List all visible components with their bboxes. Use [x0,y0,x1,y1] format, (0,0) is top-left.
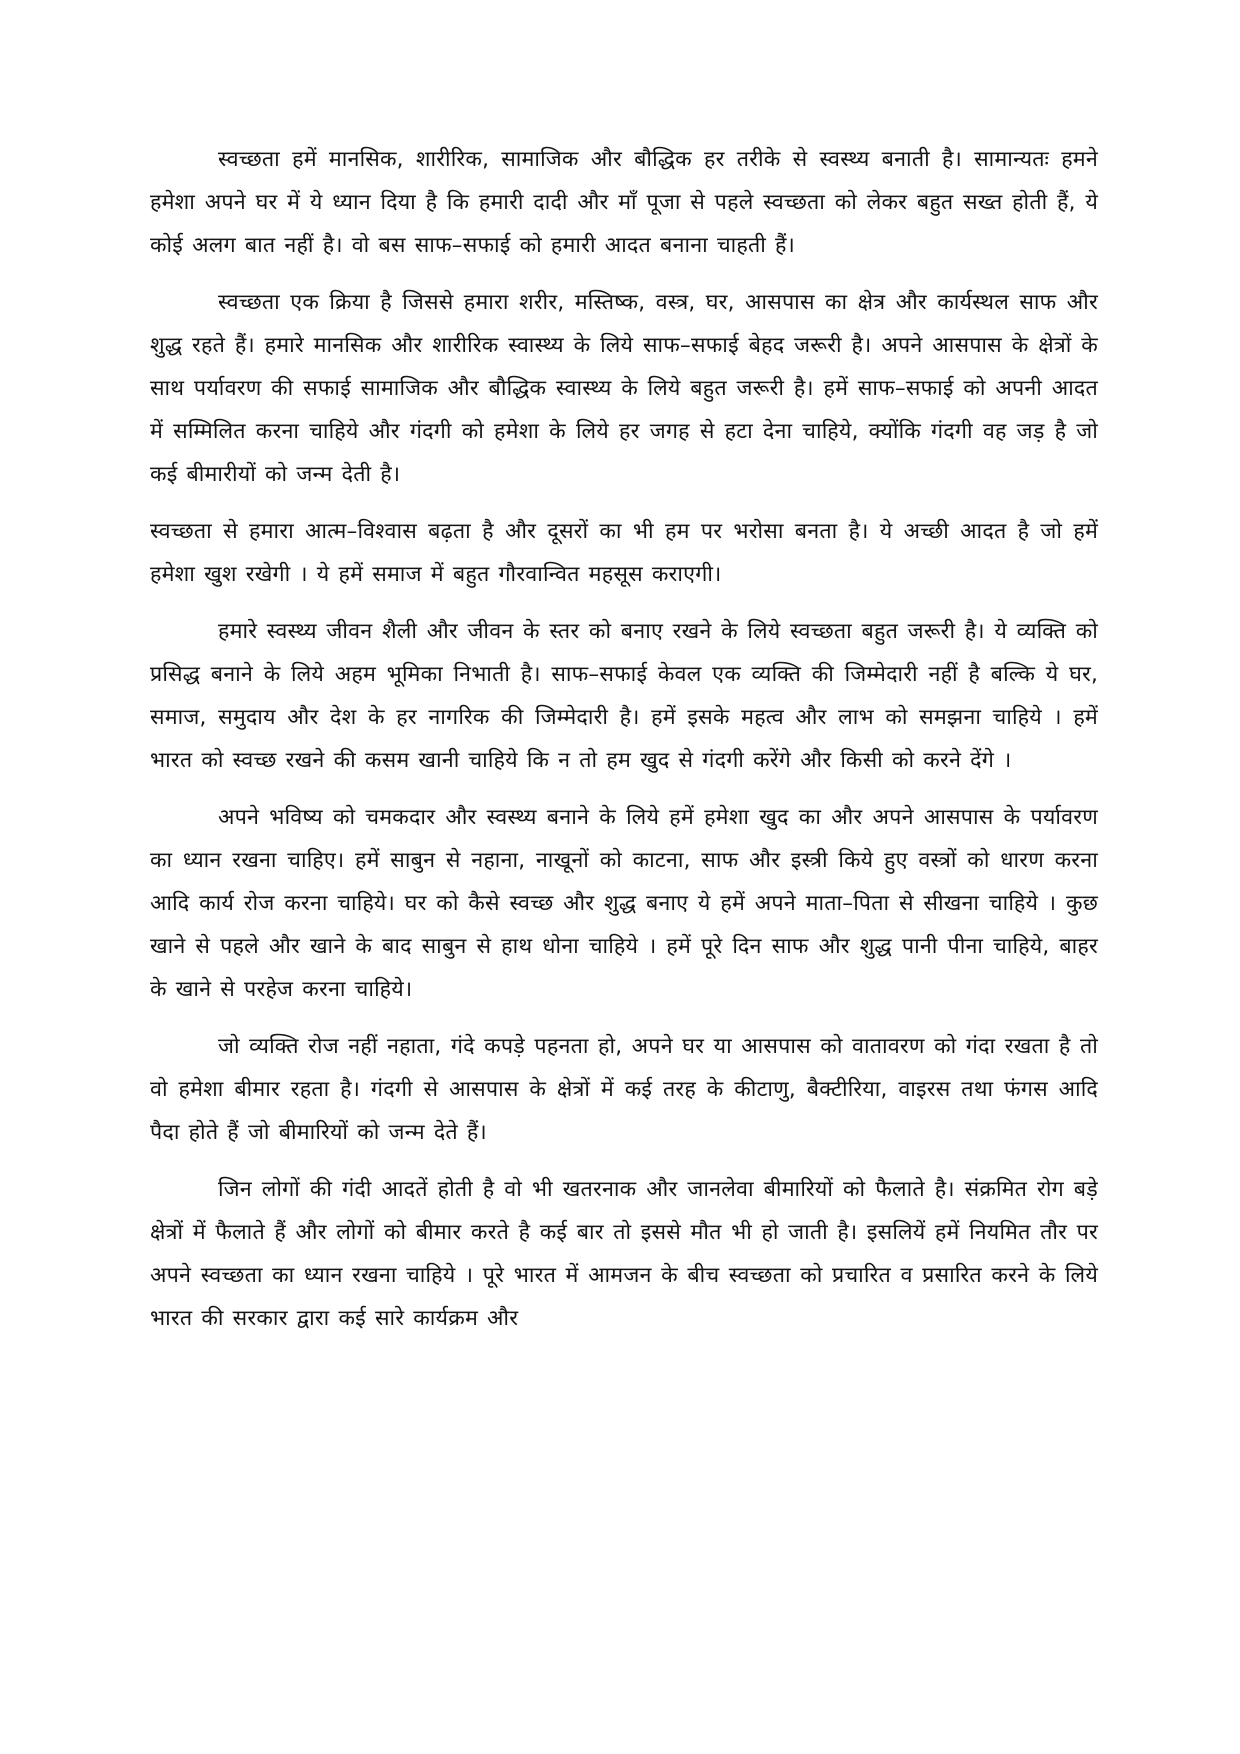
paragraph-3: स्वच्छता से हमारा आत्म–विश्वास बढ़ता है और दूसरों का भी हम पर भरोसा बनता है। ये अच्छी आदत है जो हमें हमेशा खुश रखेगी । ये हमें समाज में बहुत गौरवान्वित महसूस कराएगी। [150,519,1098,587]
paragraph-1: स्वच्छता हमें मानसिक, शारीरिक, सामाजिक और बौद्धिक हर तरीके से स्वस्थ्य बनाती है। सामान्यतः हमने हमेशा अपने घर में ये ध्यान दिया है कि हमारी दादी और माँ पूजा से पहले स्वच्छता को लेकर बहुत सख्त होती हैं, ये कोई अलग बात नहीं है। वो बस साफ–सफाई को हमारी आदत बनाना चाहती हैं। [150,147,1098,258]
paragraph-2: स्वच्छता एक क्रिया है जिससे हमारा शरीर, मस्तिष्क, वस्त्र, घर, आसपास का क्षेत्र और कार्यस्थल साफ और शुद्ध रहते हैं। हमारे मानसिक और शारीरिक स्वास्थ्य के लिये साफ–सफाई बेहद जरूरी है। अपने आसपास के क्षेत्रों के साथ पर्यावरण की सफाई सामाजिक और बौद्धिक स्वास्थ्य के लिये बहुत जरूरी है। हमें साफ–सफाई को अपनी आदत में सम्मिलित करना चाहिये और गंदगी को हमेशा के लिये हर जगह से हटा देना चाहिये, क्योंकि गंदगी वह जड़ है जो कई बीमारीयों को जन्म देती है। [150,290,1098,487]
paragraph-7: जिन लोगों की गंदी आदतें होती है वो भी खतरनाक और जानलेवा बीमारियों को फैलाते है। संक्रमित रोग बड़े क्षेत्रों में फैलाते हैं और लोगों को बीमार करते है कई बार तो इससे मौत भी हो जाती है। इसलियें हमें नियमित तौर पर अपने स्वच्छता का ध्यान रखना चाहिये । पूरे भारत में आमजन के बीच स्वच्छता को प्रचारित व प्रसारित करने के लिये भारत की सरकार द्वारा कई सारे कार्यक्रम और [150,1177,1098,1331]
paragraph-4: हमारे स्वस्थ्य जीवन शैली और जीवन के स्तर को बनाए रखने के लिये स्वच्छता बहुत जरूरी है। ये व्यक्ति को प्रसिद्ध बनाने के लिये अहम भूमिका निभाती है। साफ–सफाई केवल एक व्यक्ति की जिम्मेदारी नहीं है बल्कि ये घर, समाज, समुदाय और देश के हर नागरिक की जिम्मेदारी है। हमें इसके महत्व और लाभ को समझना चाहिये । हमें भारत को स्वच्छ रखने की कसम खानी चाहिये कि न तो हम खुद से गंदगी करेंगे और किसी को करने देंगे । [150,619,1098,773]
paragraph-6: जो व्यक्ति रोज नहीं नहाता, गंदे कपड़े पहनता हो, अपने घर या आसपास को वातावरण को गंदा रखता है तो वो हमेशा बीमार रहता है। गंदगी से आसपास के क्षेत्रों में कई तरह के कीटाणु, बैक्टीरिया, वाइरस तथा फंगस आदि पैदा होते हैं जो बीमारियों को जन्म देते हैं। [150,1034,1098,1145]
paragraph-5: अपने भविष्य को चमकदार और स्वस्थ्य बनाने के लिये हमें हमेशा खुद का और अपने आसपास के पर्यावरण का ध्यान रखना चाहिए। हमें साबुन से नहाना, नाखूनों को काटना, साफ और इस्त्री किये हुए वस्त्रों को धारण करना आदि कार्य रोज करना चाहिये। घर को कैसे स्वच्छ और शुद्ध बनाए ये हमें अपने माता–पिता से सीखना चाहिये । कुछ खाने से पहले और खाने के बाद साबुन से हाथ धोना चाहिये । हमें पूरे दिन साफ और शुद्ध पानी पीना चाहिये, बाहर के खाने से परहेज करना चाहिये। [150,805,1098,1002]
